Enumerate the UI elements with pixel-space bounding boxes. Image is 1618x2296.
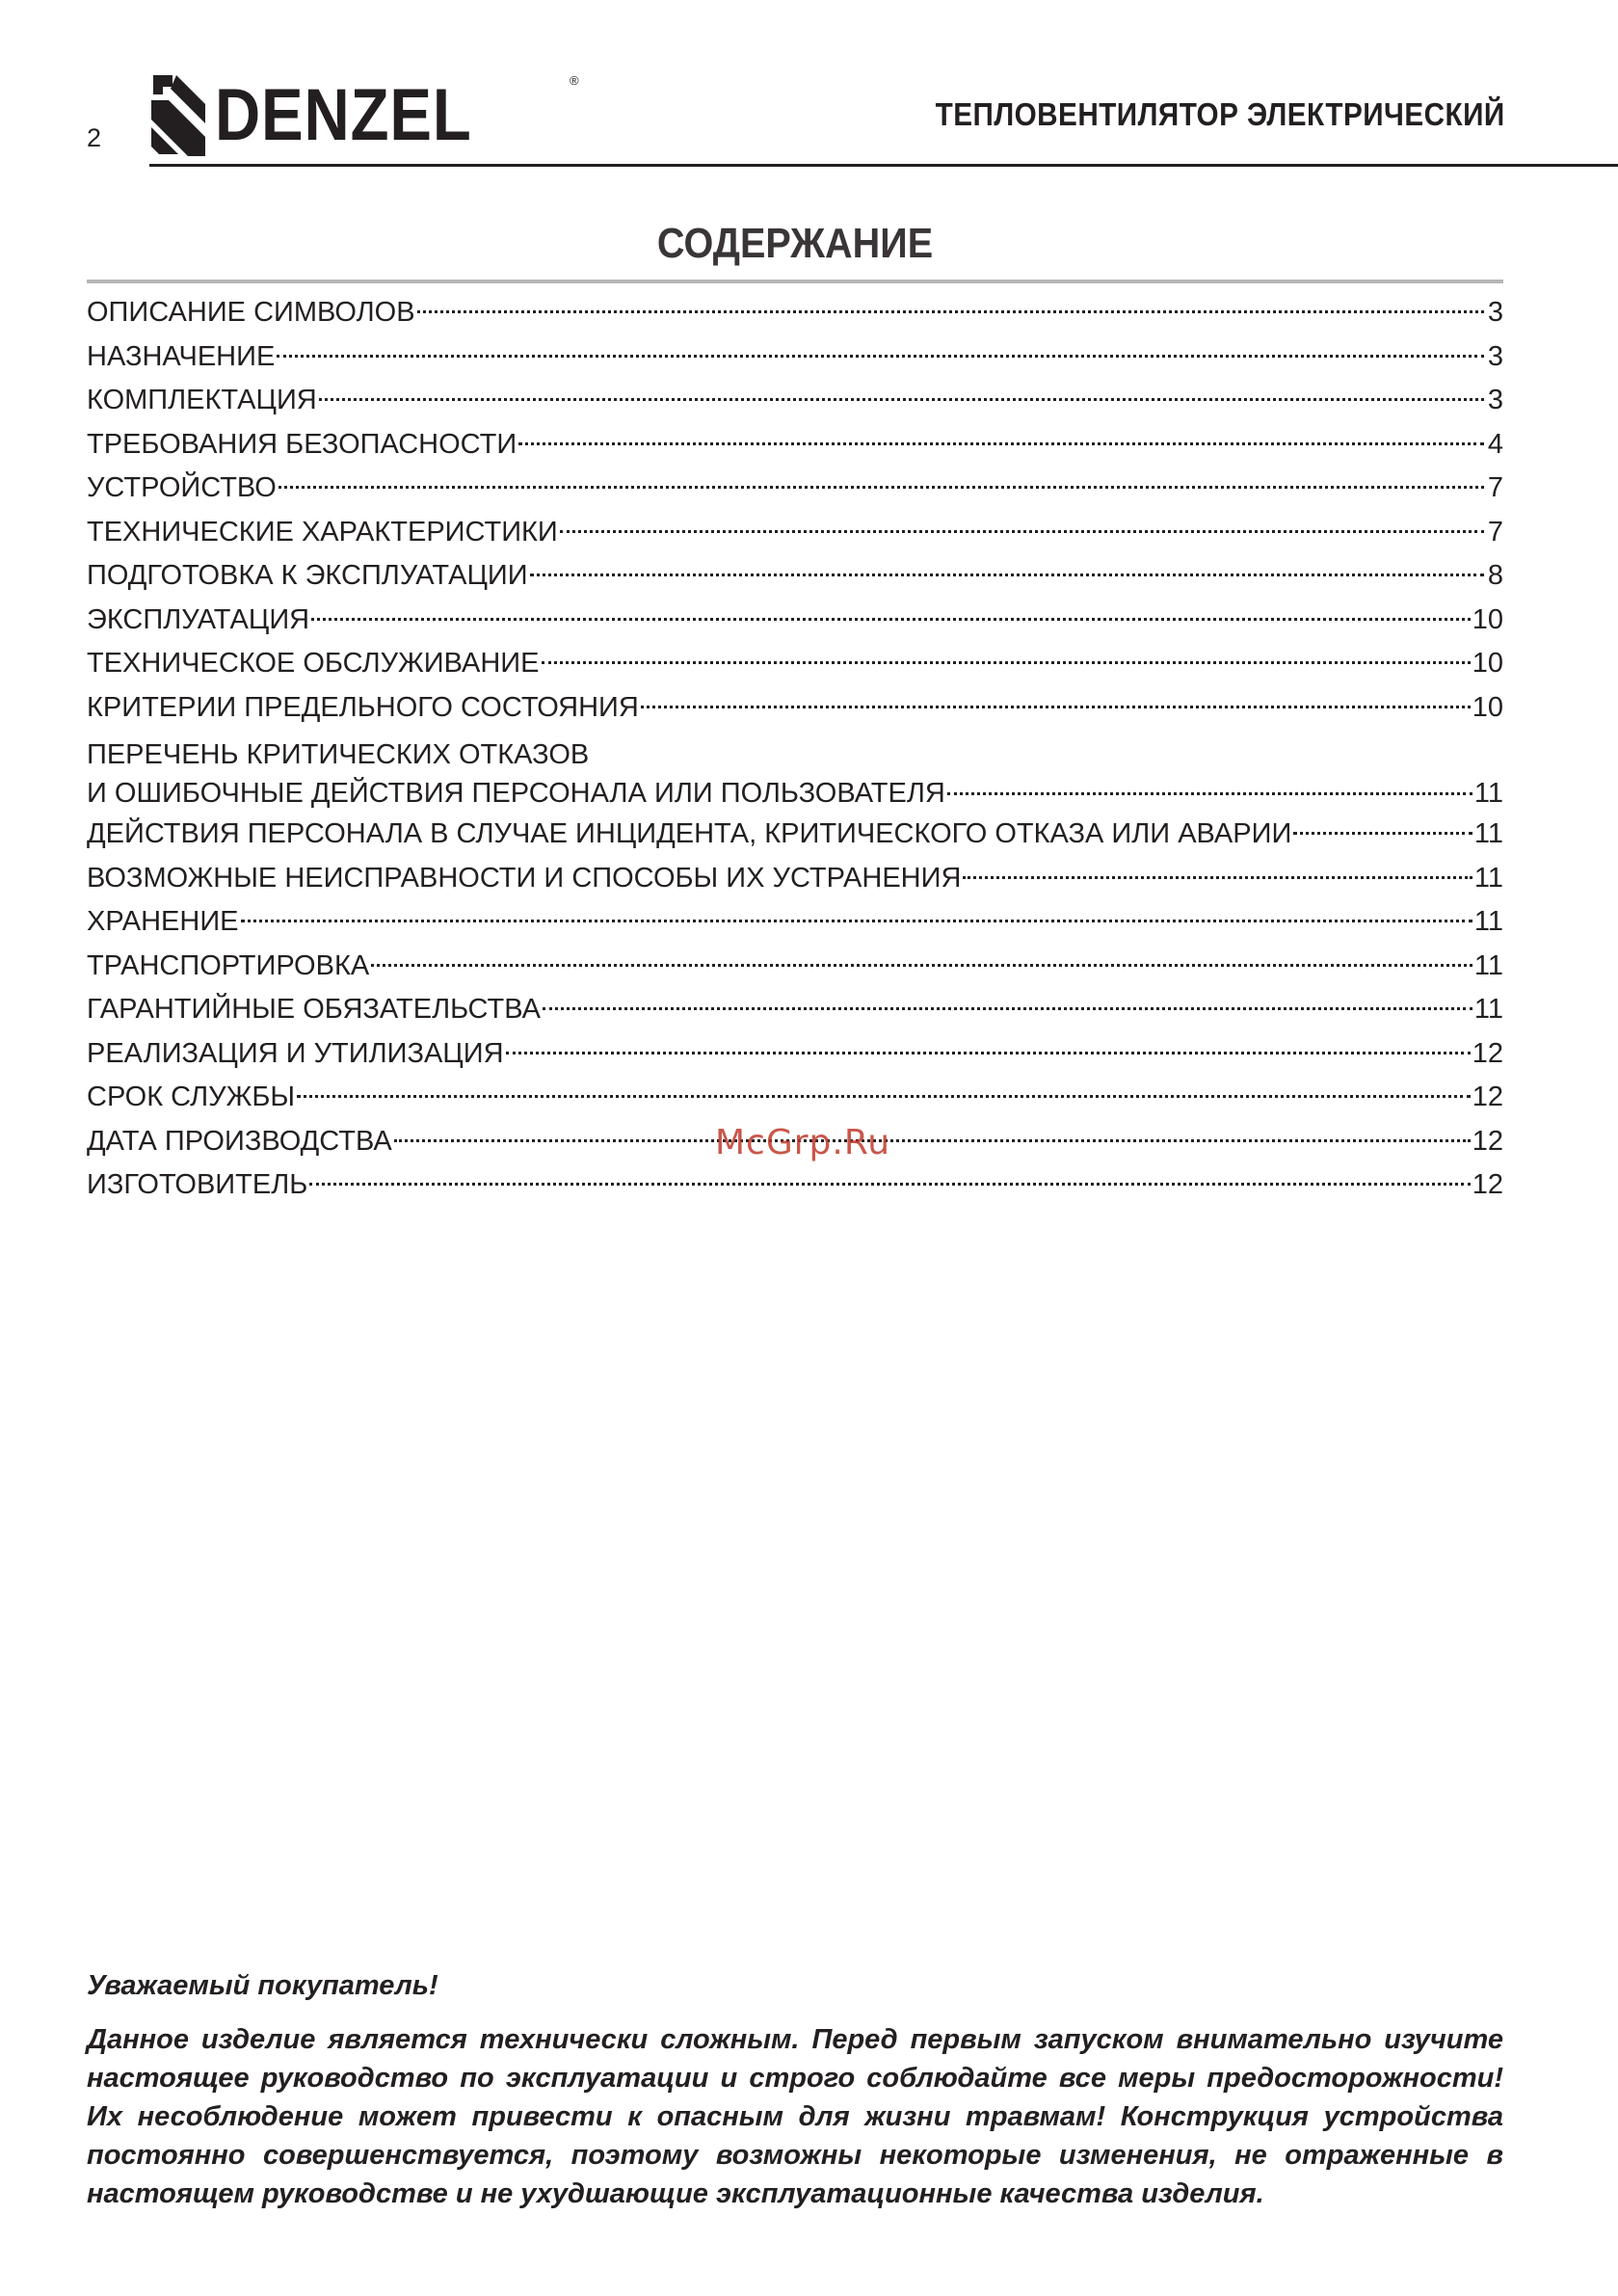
- toc-entry-preparation[interactable]: [87, 554, 1503, 599]
- notice-body: Данное изделие является технически сложным. Перед первым запуском внимательно изучите настоящее руководство по эксплуатации и строго соблюдайте все меры предосторожности! Их несоблюдение может привести к опасным для жизни травмам! Конструкция устройства постоянно совершенствуется, поэтому возможны некоторые изменения, не отраженные в настоящем руководстве и не ухудшающие эксплуатационные качества изделия.: [87, 2024, 1503, 2209]
- registered-mark: ®: [570, 73, 579, 88]
- toc-entry-page: 10: [1472, 603, 1503, 635]
- table-of-contents: [87, 291, 1503, 1208]
- toc-entry-label: ПОДГОТОВКА К ЭКСПЛУАТАЦИИ: [87, 560, 528, 591]
- toc-divider: [87, 280, 1503, 283]
- document-title: ТЕПЛОВЕНТИЛЯТОР ЭЛЕКТРИЧЕСКИЙ: [935, 96, 1505, 132]
- dot-leader: [542, 661, 1471, 664]
- dot-leader: [641, 706, 1471, 708]
- toc-entry-page: 11: [1473, 818, 1503, 849]
- dot-leader: [311, 618, 1471, 621]
- toc-entry-label: КРИТЕРИИ ПРЕДЕЛЬНОГО СОСТОЯНИЯ: [87, 691, 639, 723]
- toc-entry-page: 4: [1487, 428, 1503, 460]
- customer-notice: [87, 1966, 1503, 2213]
- toc-entry-package[interactable]: [87, 379, 1503, 423]
- dot-leader: [309, 1183, 1470, 1186]
- toc-entry-purpose[interactable]: [87, 335, 1503, 380]
- toc-entry-label: ТЕХНИЧЕСКИЕ ХАРАКТЕРИСТИКИ: [87, 516, 558, 547]
- toc-entry-page: 7: [1487, 516, 1503, 547]
- page-number: 2: [87, 123, 102, 152]
- toc-entry-page: 12: [1472, 1169, 1503, 1200]
- dot-leader: [297, 1095, 1471, 1098]
- dot-leader: [560, 530, 1484, 533]
- dot-leader: [417, 310, 1484, 313]
- toc-entry-label: ЭКСПЛУАТАЦИЯ: [87, 603, 310, 635]
- dot-leader: [319, 398, 1484, 401]
- toc-entry-troubleshooting[interactable]: [87, 857, 1503, 901]
- toc-entry-page: 10: [1472, 648, 1503, 679]
- toc-entry-label: ОПИСАНИЕ СИМВОЛОВ: [87, 297, 415, 328]
- toc-entry-safety[interactable]: [87, 423, 1503, 467]
- dot-leader: [241, 920, 1472, 922]
- toc-entry-label: ХРАНЕНИЕ: [87, 906, 239, 937]
- toc-entry-label: ДЕЙСТВИЯ ПЕРСОНАЛА В СЛУЧАЕ ИНЦИДЕНТА, КРИТИЧЕСКОГО ОТКАЗА ИЛИ АВАРИИ: [87, 818, 1292, 849]
- toc-title: СОДЕРЖАНИЕ: [656, 220, 934, 267]
- dot-leader: [394, 1139, 1471, 1142]
- toc-entry-maintenance[interactable]: [87, 642, 1503, 686]
- notice-greeting: Уважаемый покупатель!: [87, 1970, 438, 2001]
- toc-entry-symbols[interactable]: [87, 291, 1503, 335]
- toc-entry-page: 11: [1473, 949, 1503, 981]
- dot-leader: [371, 964, 1472, 967]
- toc-entry-page: 12: [1472, 1081, 1503, 1112]
- dot-leader: [518, 442, 1484, 445]
- toc-entry-label: ДАТА ПРОИЗВОДСТВА: [87, 1125, 392, 1157]
- toc-entry-disposal[interactable]: [87, 1032, 1503, 1077]
- brand-name: DENZEL: [215, 74, 472, 156]
- toc-entry-label: ТРЕБОВАНИЯ БЕЗОПАСНОСТИ: [87, 428, 517, 460]
- toc-entry-label: ГАРАНТИЙНЫЕ ОБЯЗАТЕЛЬСТВА: [87, 994, 541, 1025]
- toc-entry-operation[interactable]: [87, 599, 1503, 643]
- toc-entry-page: 3: [1487, 297, 1503, 328]
- toc-entry-label: УСТРОЙСТВО: [87, 472, 277, 503]
- dot-leader: [530, 574, 1484, 576]
- toc-entry-warranty[interactable]: [87, 988, 1503, 1032]
- dot-leader: [277, 355, 1484, 358]
- toc-entry-label: ТЕХНИЧЕСКОЕ ОБСЛУЖИВАНИЕ: [87, 648, 540, 679]
- dot-leader: [947, 792, 1472, 795]
- dot-leader: [279, 486, 1484, 489]
- toc-entry-page: 12: [1472, 1125, 1503, 1157]
- toc-entry-label-line1: ПЕРЕЧЕНЬ КРИТИЧЕСКИХ ОТКАЗОВ: [87, 739, 590, 770]
- toc-entry-storage[interactable]: [87, 900, 1503, 945]
- toc-entry-page: 12: [1472, 1037, 1503, 1069]
- toc-entry-page: 8: [1487, 560, 1503, 591]
- dot-leader: [1293, 832, 1472, 835]
- toc-entry-page: 11: [1473, 906, 1503, 937]
- toc-entry-label: СРОК СЛУЖБЫ: [87, 1081, 296, 1112]
- watermark: McGrp.Ru: [715, 1123, 891, 1162]
- toc-entry-page: 10: [1472, 691, 1503, 723]
- toc-entry-limit-state[interactable]: [87, 686, 1503, 731]
- toc-entry-specs[interactable]: [87, 511, 1503, 555]
- dot-leader: [543, 1007, 1472, 1010]
- toc-entry-page: 11: [1473, 994, 1503, 1025]
- toc-entry-manufacturer[interactable]: [87, 1163, 1503, 1208]
- toc-entry-label: НАЗНАЧЕНИЕ: [87, 340, 276, 372]
- toc-entry-label: РЕАЛИЗАЦИЯ И УТИЛИЗАЦИЯ: [87, 1037, 504, 1069]
- toc-entry-page: 11: [1473, 862, 1503, 894]
- brand-logo: [149, 73, 579, 158]
- toc-entry-service-life[interactable]: [87, 1076, 1503, 1120]
- toc-entry-critical-failures[interactable]: [87, 730, 1503, 813]
- header-divider: [149, 164, 1618, 167]
- toc-entry-label: [87, 735, 945, 813]
- toc-entry-label: ТРАНСПОРТИРОВКА: [87, 949, 370, 981]
- toc-entry-label: КОМПЛЕКТАЦИЯ: [87, 385, 317, 415]
- dot-leader: [963, 876, 1472, 879]
- toc-entry-label: ВОЗМОЖНЫЕ НЕИСПРАВНОСТИ И СПОСОБЫ ИХ УСТРАНЕНИЯ: [87, 862, 962, 894]
- toc-entry-label-line2: И ОШИБОЧНЫЕ ДЕЙСТВИЯ ПЕРСОНАЛА ИЛИ ПОЛЬЗОВАТЕЛЯ: [87, 778, 945, 809]
- toc-entry-incident-actions[interactable]: [87, 813, 1503, 857]
- toc-entry-transportation[interactable]: [87, 945, 1503, 989]
- dot-leader: [506, 1052, 1471, 1055]
- toc-entry-page: 3: [1487, 385, 1503, 415]
- toc-entry-page: 3: [1487, 340, 1503, 372]
- denzel-logo-icon: [149, 73, 209, 158]
- toc-entry-page: 11: [1473, 778, 1503, 809]
- toc-entry-device[interactable]: [87, 467, 1503, 511]
- toc-entry-label: ИЗГОТОВИТЕЛЬ: [87, 1169, 308, 1200]
- toc-entry-page: 7: [1487, 472, 1503, 503]
